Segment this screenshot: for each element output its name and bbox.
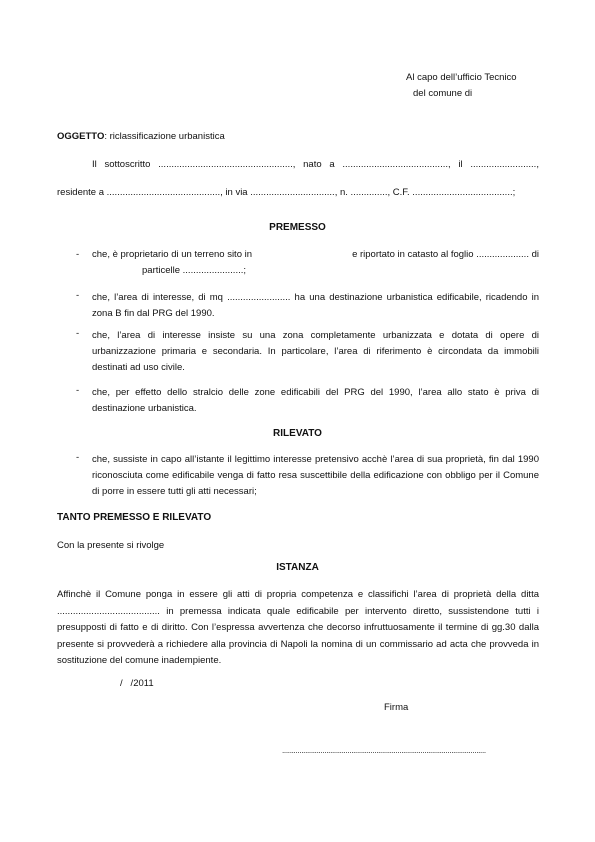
premesso-item-2: che, l’area di interesse, di mq ........................ ha una destinazione urbanistica edificabile, ricadendo in zona B fin dal PRG del 1990.: [92, 292, 539, 319]
intro-dotted-field: ........................................,: [342, 159, 451, 170]
istanza-text: Affinchè il Comune ponga in essere gli atti di propria competenza e classifichi l’area di proprietà della ditta ....................................... in premessa indicata quale edificabile per intervento diretto, sussistendone tutti i presupposti di fatto e di diritto. Con l’espressa avvertenza che decorso infruttuosamente il termine di gg.30 dalla presente si provvederà a richiedere alla provincia di Napoli la nomina di un commissario ad acta che provveda in sostituzione del comune inadempiente.: [57, 589, 539, 666]
recipient-line-1: Al capo dell’ufficio Tecnico: [406, 72, 517, 83]
bullet-dash: -: [76, 249, 80, 260]
intro-word: a: [329, 159, 335, 170]
premesso-item-3: che, l’area di interesse insiste su una zona completamente urbanizzata e dotata di opere di urbanizzazione primaria e secondaria. In particolare, l’area di riferimento è circondata da immobili destinati ad uso civile.: [92, 330, 539, 373]
subject-label: OGGETTO: [57, 131, 105, 142]
premesso-item-4: che, per effetto dello stralcio delle zone edificabili del PRG del 1990, l’area allo stato è priva di destinazione urbanistica.: [92, 387, 539, 414]
bullet-dash: -: [76, 328, 80, 339]
intro-word: il: [458, 159, 463, 170]
intro-line-1: [92, 159, 539, 170]
signature-label: Firma: [384, 702, 409, 713]
bullet-dash: -: [76, 452, 80, 463]
premesso-heading: PREMESSO: [269, 222, 326, 233]
intro-dotted-field: .........................,: [470, 159, 539, 170]
recipient-line-2: del comune di: [413, 88, 473, 99]
premesso-item-1-line-2: particelle .......................;: [142, 265, 247, 276]
premesso-item-1-text: che, è proprietario di un terreno sito in: [92, 249, 253, 260]
intro-word: sottoscritto: [104, 159, 151, 170]
rilevato-heading: RILEVATO: [273, 428, 322, 439]
istanza-heading: ISTANZA: [276, 562, 319, 573]
subject-text: : riclassificazione urbanistica: [104, 131, 225, 142]
tanto-premesso-heading: TANTO PREMESSO E RILEVATO: [57, 512, 212, 523]
intro-line-2: residente a ..........................................., in via ................................, n. .............., C.F. ......................................;: [57, 187, 516, 198]
date-field: / /2011: [120, 678, 154, 689]
bullet-dash: -: [76, 385, 80, 396]
intro-word: Il: [92, 159, 97, 170]
signature-line: ..........................................................................................................: [282, 746, 486, 755]
rilevato-item: che, sussiste in capo all’istante il legittimo interesse pretensivo acchè l’area di sua proprietà, fin dal 1990 riconosciuta come edificabile venga di fatto resa suscettibile della edificazione con obbligo per il Comune di porre in essere tutti gli atti necessari;: [92, 454, 539, 497]
intro-word: nato: [303, 159, 322, 170]
subject-line: [57, 131, 225, 142]
premesso-item-1-line-1: [92, 249, 539, 260]
rivolge-line: Con la presente si rivolge: [57, 540, 165, 551]
intro-dotted-field: ...................................................,: [158, 159, 296, 170]
bullet-dash: -: [76, 290, 80, 301]
premesso-item-1-rest: e riportato in catasto al foglio .................... di: [352, 249, 539, 260]
